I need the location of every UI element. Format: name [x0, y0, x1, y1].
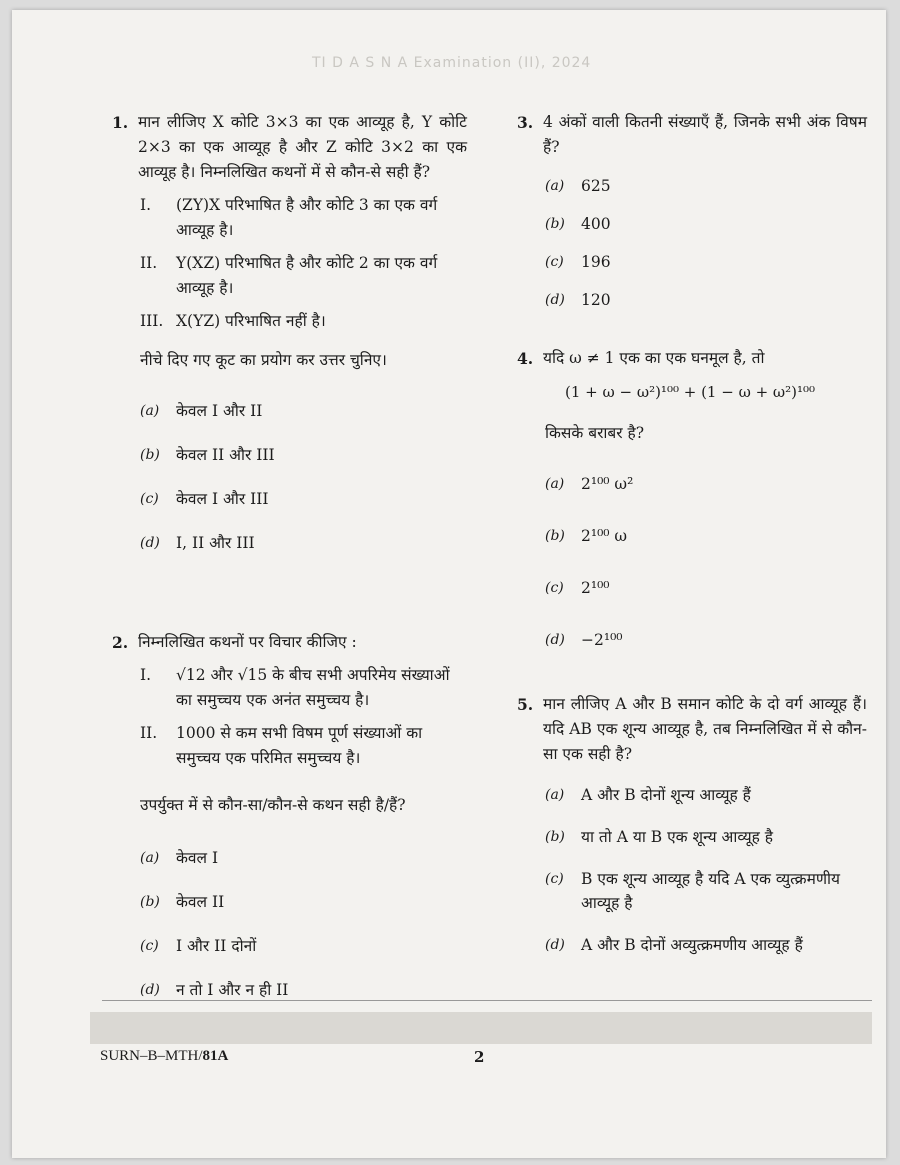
question-text: निम्नलिखित कथनों पर विचार कीजिए : — [138, 633, 357, 651]
option-label: (c) — [140, 938, 159, 954]
option-label: (a) — [140, 403, 160, 419]
option-c[interactable] — [545, 250, 867, 274]
question-2 — [112, 630, 467, 1002]
option-text: 2¹⁰⁰ ω — [581, 527, 628, 545]
statement-text: X(YZ) परिभाषित नहीं है। — [176, 312, 326, 330]
right-column — [517, 110, 867, 967]
option-text: A और B दोनों अव्युत्क्रमणीय आव्यूह हैं — [581, 936, 803, 954]
statement-numeral: II. — [140, 254, 158, 272]
option-text: केवल II — [176, 893, 225, 911]
option-label: (d) — [545, 292, 565, 308]
option-label: (b) — [545, 829, 565, 845]
question-text: यदि ω ≠ 1 एक का एक घनमूल है, तो — [543, 349, 765, 367]
option-c[interactable] — [140, 934, 467, 958]
option-label: (d) — [545, 937, 565, 953]
instruction-text: नीचे दिए गए कूट का प्रयोग कर उत्तर चुनिए। — [140, 351, 387, 369]
question-text: मान लीजिए A और B समान कोटि के दो वर्ग आव्यूह हैं। यदि AB एक शून्य आव्यूह है, तब निम्नलिखित में से कौन-सा एक सही है? — [543, 695, 867, 763]
question-number: 5. — [517, 695, 534, 714]
statement-text: (ZY)X परिभाषित है और कोटि 3 का एक वर्ग आव्यूह है। — [176, 196, 438, 239]
question-1 — [112, 110, 467, 590]
option-label: (b) — [140, 894, 160, 910]
option-text: 2¹⁰⁰ ω² — [581, 475, 634, 493]
option-d[interactable] — [545, 628, 867, 652]
instruction-text: उपर्युक्त में से कौन-सा/कौन-से कथन सही है/हैं? — [140, 796, 406, 814]
option-label: (a) — [545, 787, 565, 803]
statement-text: 1000 से कम सभी विषम पूर्ण संख्याओं का समुच्चय एक परिमित समुच्चय है। — [176, 724, 423, 767]
booklet-code-prefix: SURN–B–MTH/ — [100, 1048, 203, 1064]
option-b[interactable] — [545, 212, 867, 236]
option-text: I, II और III — [176, 534, 255, 552]
option-c[interactable] — [545, 576, 867, 600]
option-text: केवल II और III — [176, 446, 275, 464]
option-text: 625 — [581, 177, 611, 195]
option-a[interactable] — [140, 399, 467, 423]
option-text: −2¹⁰⁰ — [581, 631, 623, 649]
option-a[interactable] — [140, 846, 467, 870]
option-a[interactable] — [545, 783, 867, 807]
statement-numeral: I. — [140, 196, 152, 214]
option-text: 400 — [581, 215, 611, 233]
statement — [140, 663, 467, 713]
instruction-text: किसके बराबर है? — [545, 424, 645, 442]
option-label: (b) — [545, 216, 565, 232]
option-d[interactable] — [545, 288, 867, 312]
option-label: (b) — [140, 447, 160, 463]
statement-text: Y(XZ) परिभाषित है और कोटि 2 का एक वर्ग आव्यूह है। — [176, 254, 438, 297]
option-c[interactable] — [545, 867, 867, 915]
option-b[interactable] — [140, 890, 467, 914]
option-label: (c) — [545, 580, 564, 596]
divider — [102, 1000, 872, 1001]
option-d[interactable] — [140, 531, 467, 555]
option-label: (b) — [545, 528, 565, 544]
option-text: 196 — [581, 253, 611, 271]
option-text: केवल I — [176, 849, 219, 867]
statement — [140, 251, 467, 301]
formula: (1 + ω − ω²)¹⁰⁰ + (1 − ω + ω²)¹⁰⁰ — [565, 383, 816, 401]
option-a[interactable] — [545, 174, 867, 198]
option-label: (d) — [545, 632, 565, 648]
option-text: I और II दोनों — [176, 937, 257, 955]
option-label: (c) — [140, 491, 159, 507]
question-number: 2. — [112, 633, 129, 652]
question-number: 3. — [517, 113, 534, 132]
question-text: मान लीजिए X कोटि 3×3 का एक आव्यूह है, Y कोटि 2×3 का एक आव्यूह है और Z कोटि 3×2 का एक आव्यूह है। निम्नलिखित कथनों में से कौन-से सही हैं? — [138, 113, 467, 181]
footer-band — [90, 1012, 872, 1044]
option-d[interactable] — [140, 978, 467, 1002]
option-b[interactable] — [545, 825, 867, 849]
question-number: 1. — [112, 113, 129, 132]
option-text: या तो A या B एक शून्य आव्यूह है — [581, 828, 774, 846]
statement — [140, 193, 467, 243]
page-number: 2 — [474, 1048, 485, 1066]
option-text: B एक शून्य आव्यूह है यदि A एक व्युत्क्रमणीय आव्यूह है — [581, 870, 841, 912]
option-text: 2¹⁰⁰ — [581, 579, 610, 597]
question-5 — [517, 692, 867, 957]
statement-text: √12 और √15 के बीच सभी अपरिमेय संख्याओं का समुच्चय एक अनंत समुच्चय है। — [176, 666, 450, 709]
left-column — [112, 110, 467, 1012]
option-a[interactable] — [545, 472, 867, 496]
option-label: (a) — [140, 850, 160, 866]
option-label: (a) — [545, 476, 565, 492]
option-d[interactable] — [545, 933, 867, 957]
option-c[interactable] — [140, 487, 467, 511]
question-4 — [517, 346, 867, 652]
question-3 — [517, 110, 867, 312]
booklet-code-suffix: 81A — [202, 1048, 229, 1064]
question-number: 4. — [517, 349, 534, 368]
option-text: केवल I और III — [176, 490, 269, 508]
booklet-code — [100, 1048, 228, 1065]
option-label: (c) — [545, 254, 564, 270]
option-label: (d) — [140, 982, 160, 998]
statement-numeral: II. — [140, 724, 158, 742]
option-text: 120 — [581, 291, 611, 309]
statement-numeral: III. — [140, 312, 164, 330]
option-b[interactable] — [545, 524, 867, 548]
option-b[interactable] — [140, 443, 467, 467]
option-text: न तो I और न ही II — [176, 981, 289, 999]
option-text: A और B दोनों शून्य आव्यूह हैं — [581, 786, 751, 804]
option-label: (d) — [140, 535, 160, 551]
statement — [140, 721, 467, 771]
exam-page — [12, 10, 886, 1158]
question-text: 4 अंकों वाली कितनी संख्याएँ हैं, जिनके सभी अंक विषम हैं? — [543, 113, 867, 156]
statement-numeral: I. — [140, 666, 152, 684]
option-text: केवल I और II — [176, 402, 263, 420]
option-label: (a) — [545, 178, 565, 194]
bleed-through-header: TI D A S N A Examination (II), 2024 — [312, 55, 592, 71]
statement — [140, 309, 467, 334]
option-label: (c) — [545, 871, 564, 887]
